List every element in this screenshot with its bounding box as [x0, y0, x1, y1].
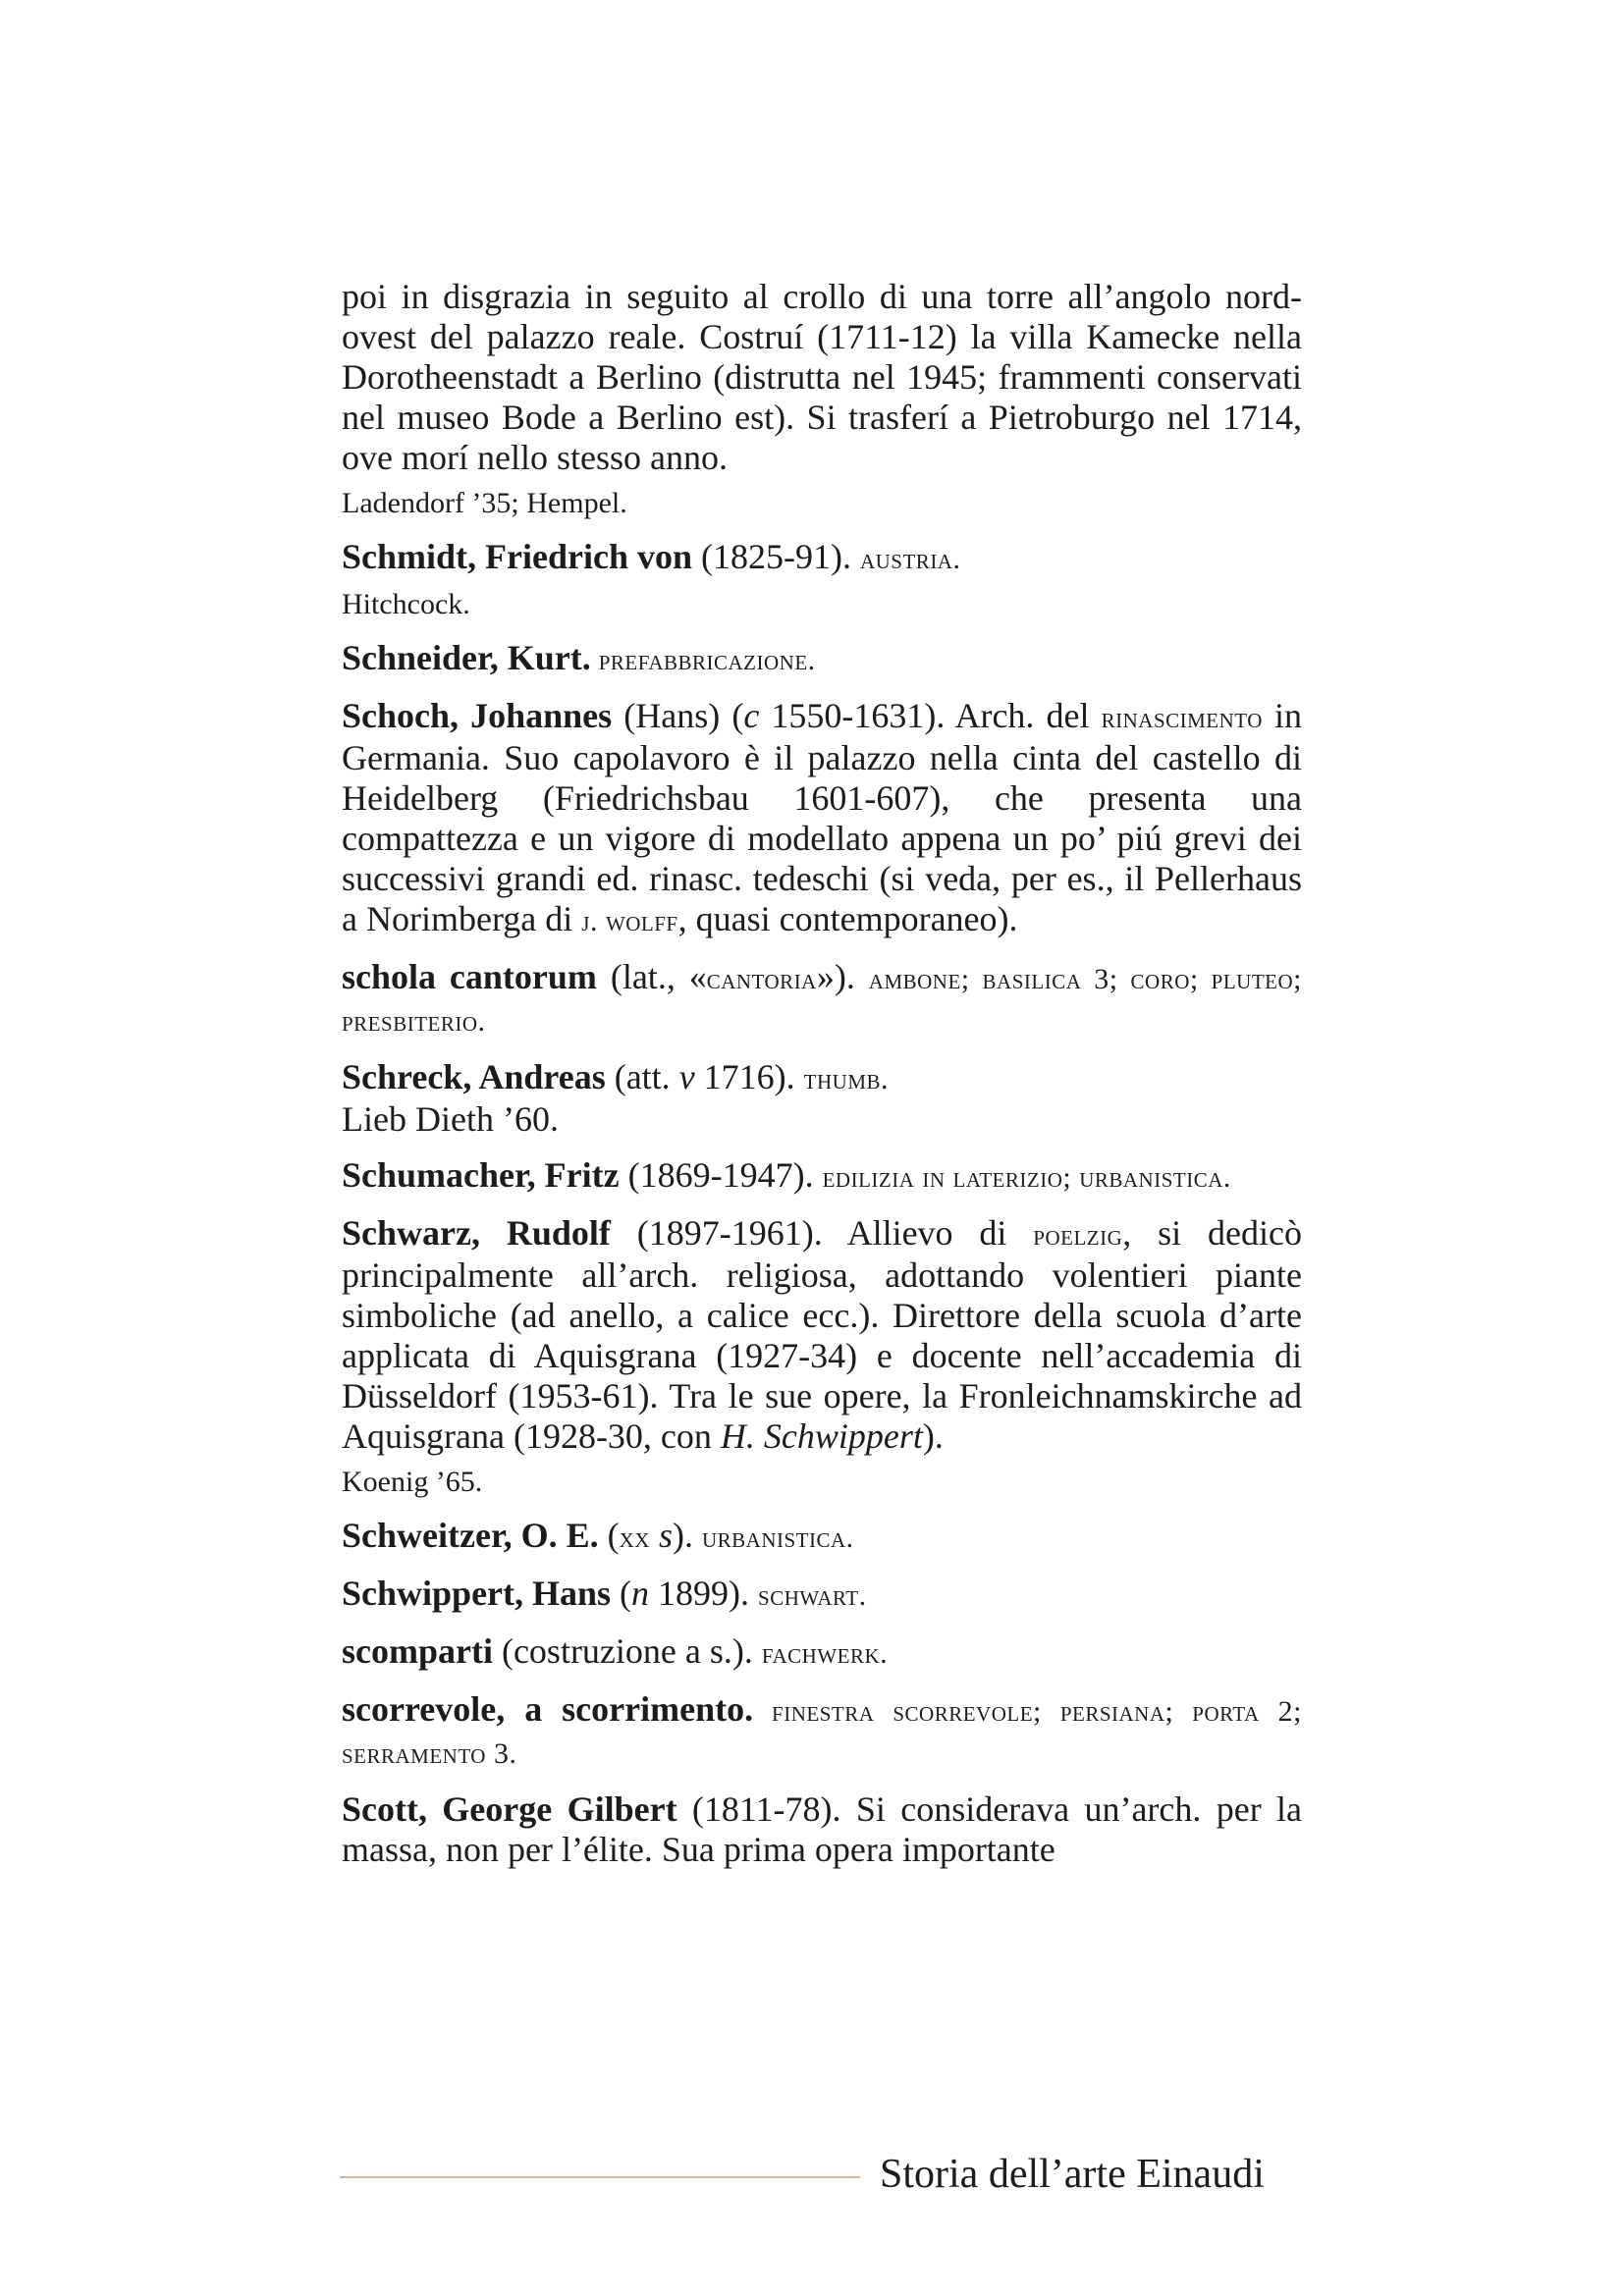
entry-schumacher: Schumacher, Fritz (1869-1947). edilizia in laterizio; urbanistica. [342, 1155, 1231, 1195]
entry-headword: Schumacher, Fritz [342, 1155, 620, 1195]
entry-headword: Schneider, Kurt. [342, 638, 591, 677]
entry-schwippert: Schwippert, Hans (n 1899). schwart. [342, 1574, 867, 1613]
entry-headword: Schreck, Andreas [342, 1057, 606, 1096]
intro-reference: Ladendorf ’35; Hempel. [342, 487, 627, 519]
entry-headword: Schwarz, Rudolf [342, 1213, 611, 1253]
entry-schreck: Schreck, Andreas (att. v 1716). thumb. Lieb Dieth ’60. [342, 1057, 890, 1139]
entry-schoch: Schoch, Johannes (Hans) (c 1550-1631). Arch. del rinascimento in Germania. Suo capolavoro è il palazzo nella cinta del castello di Heidelberg (Friedrichsbau 1601-607), che presenta una compattezza e un vigore di modellato appena un po’ piú grevi dei successivi grandi ed. rinasc. tedeschi (si veda, per es., il Pellerhaus a Norimberga di j. wolff, quasi contemporaneo). [342, 696, 1302, 938]
cross-reference[interactable]: austria. [859, 543, 961, 575]
entry-headword: schola cantorum [342, 957, 597, 996]
entry-reference: Lieb Dieth ’60. [342, 1099, 559, 1139]
cross-reference[interactable]: j. wolff [581, 905, 678, 937]
entry-scomparti: scomparti (costruzione a s.). fachwerk. [342, 1631, 889, 1671]
entry-headword: Schweitzer, O. E. [342, 1516, 599, 1555]
intro-paragraph: poi in disgrazia in seguito al crollo di una torre all’angolo nord-ovest del palazzo reale. Costruí (1711-12) la villa Kamecke nella Dorotheenstadt a Berlino (distrutta nel 1945; frammenti conservati nel museo Bode a Berlino est). Si trasferí a Pietroburgo nel 1714, ove morí nello stesso anno. [342, 277, 1302, 477]
entry-headword: scorrevole, a scorrimento. [342, 1689, 754, 1729]
page-content [342, 277, 1302, 1870]
cross-reference[interactable]: prefabbricazione. [590, 644, 816, 676]
cross-reference[interactable]: ambone; basilica 3; coro; pluteo; presbiterio. [342, 963, 1302, 1038]
footer-rule [340, 2176, 860, 2178]
footer-label: Storia dell’arte Einaudi [880, 2152, 1265, 2197]
entry-schwarz: Schwarz, Rudolf (1897-1961). Allievo di poelzig, si dedicò principalmente all’arch. religiosa, adottando volentieri piante simboliche (ad anello, a calice ecc.). Direttore della scuola d’arte applicata di Aquisgrana (1927-34) e docente nell’accademia di Düsseldorf (1953-61). Tra le sue opere, la Fronleichnamskirche ad Aquisgrana (1928-30, con H. Schwippert). [342, 1213, 1302, 1456]
entry-reference: Koenig ’65. [342, 1466, 483, 1498]
cross-reference[interactable]: cantoria [706, 963, 817, 995]
entry-schmidt: Schmidt, Friedrich von (1825-91). austria. [342, 537, 961, 576]
entry-schneider [342, 638, 1302, 680]
cross-reference[interactable]: urbanistica. [702, 1522, 854, 1554]
entry-headword: Schmidt, Friedrich von [342, 537, 692, 576]
cross-reference[interactable]: schwart. [758, 1579, 867, 1612]
entry-scott: Scott, George Gilbert (1811-78). Si considerava un’arch. per la massa, non per l’élite. Sua prima opera importante [342, 1789, 1303, 1869]
entry-headword: scomparti [342, 1631, 493, 1671]
entry-headword: Schoch, Johannes [342, 696, 613, 735]
entry-schweitzer: Schweitzer, O. E. (xx s). urbanistica. [342, 1516, 854, 1555]
cross-reference[interactable]: thumb. [803, 1063, 890, 1095]
cross-reference[interactable]: fachwerk. [761, 1637, 889, 1670]
cross-reference[interactable]: edilizia in laterizio; urbanistica. [822, 1161, 1231, 1194]
entry-scorrevole [342, 1689, 1302, 1774]
cross-reference[interactable]: finestra scorrevole; persiana; porta 2; serramento 3. [342, 1695, 1302, 1770]
cross-reference[interactable]: poelzig [1033, 1219, 1123, 1252]
entry-schola-cantorum: schola cantorum (lat., «cantoria»). ambone; basilica 3; coro; pluteo; presbiterio. [342, 957, 1302, 1038]
entry-headword: Schwippert, Hans [342, 1574, 612, 1613]
entry-headword: Scott, George Gilbert [342, 1789, 677, 1829]
cross-reference[interactable]: rinascimento [1101, 702, 1263, 734]
entry-reference: Hitchcock. [342, 588, 470, 620]
